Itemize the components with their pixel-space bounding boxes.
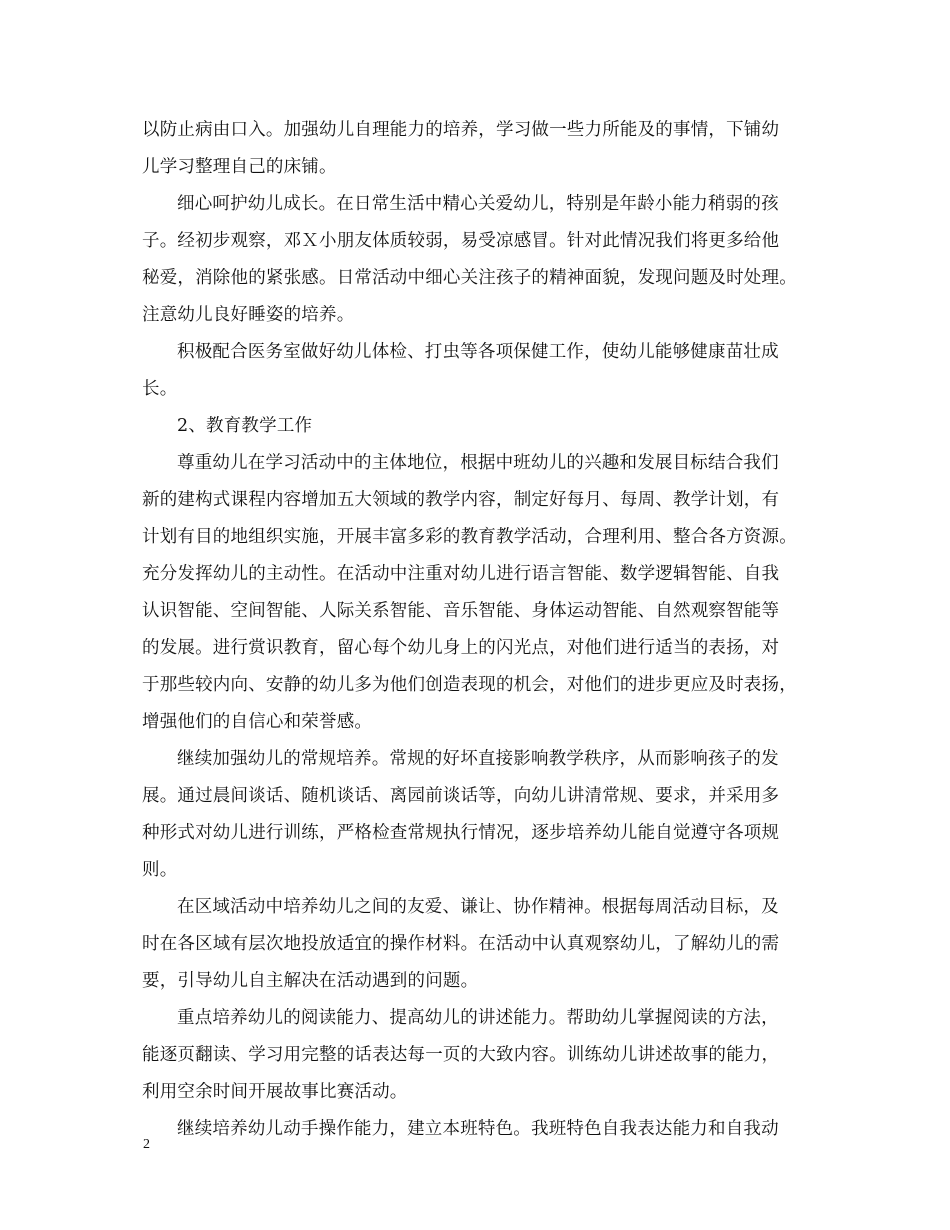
text-line: 尊重幼儿在学习活动中的主体地位，根据中班幼儿的兴趣和发展目标结合我们 [177,453,779,473]
text-line: 于那些较内向、安静的幼儿多为他们创造表现的机会，对他们的进步更应及时表扬， [142,675,797,695]
text-line: 充分发挥幼儿的主动性。在活动中注重对幼儿进行语言智能、数学逻辑智能、自我 [142,564,780,584]
text-line: 在区域活动中培养幼儿之间的友爱、谦让、协作精神。根据每周活动目标，及 [177,897,779,917]
text-line: 利用空余时间开展故事比赛活动。 [142,1082,408,1102]
text-line: 秘爱，消除他的紧张感。日常活动中细心关注孩子的精神面貌，发现问题及时处理。 [142,268,797,288]
text-line: 继续加强幼儿的常规培养。常规的好坏直接影响教学秩序，从而影响孩子的发 [177,749,779,769]
text-line: 增强他们的自信心和荣誉感。 [142,712,373,732]
page-number: 2 [143,1137,150,1152]
text-line: 儿学习整理自己的床铺。 [142,157,337,177]
text-line: 新的建构式课程内容增加五大领域的教学内容，制定好每月、每周、教学计划，有 [142,490,780,510]
text-line: 的发展。进行赏识教育，留心每个幼儿身上的闪光点，对他们进行适当的表扬，对 [142,638,780,658]
text-line: 细心呵护幼儿成长。在日常生活中精心关爱幼儿，特别是年龄小能力稍弱的孩 [177,194,779,214]
text-line: 注意幼儿良好睡姿的培养。 [142,305,355,325]
text-line: 计划有目的地组织实施，开展丰富多彩的教育教学活动，合理利用、整合各方资源。 [142,527,797,547]
text-line: 要，引导幼儿自主解决在活动遇到的问题。 [142,971,479,991]
text-line: 以防止病由口入。加强幼儿自理能力的培养，学习做一些力所能及的事情，下铺幼 [142,120,780,140]
text-line: 2、教育教学工作 [177,416,313,436]
text-line: 能逐页翻读、学习用完整的话表达每一页的大致内容。训练幼儿讲述故事的能力， [142,1045,780,1065]
text-line: 展。通过晨间谈话、随机谈话、离园前谈话等，向幼儿讲清常规、要求，并采用多 [142,786,780,806]
text-line: 重点培养幼儿的阅读能力、提高幼儿的讲述能力。帮助幼儿掌握阅读的方法， [177,1008,779,1028]
text-line: 继续培养幼儿动手操作能力，建立本班特色。我班特色自我表达能力和自我动 [177,1119,779,1139]
text-line: 则。 [142,860,178,880]
text-line: 时在各区域有层次地投放适宜的操作材料。在活动中认真观察幼儿，了解幼儿的需 [142,934,780,954]
text-line: 种形式对幼儿进行训练，严格检查常规执行情况，逐步培养幼儿能自觉遵守各项规 [142,823,780,843]
text-line: 子。经初步观察，邓Ｘ小朋友体质较弱，易受凉感冒。针对此情况我们将更多给他 [142,231,780,251]
document-body [142,112,822,1148]
text-line: 积极配合医务室做好幼儿体检、打虫等各项保健工作，使幼儿能够健康苗壮成 [177,342,779,362]
text-line: 长。 [142,379,178,399]
text-line: 认识智能、空间智能、人际关系智能、音乐智能、身体运动智能、自然观察智能等 [142,601,780,621]
